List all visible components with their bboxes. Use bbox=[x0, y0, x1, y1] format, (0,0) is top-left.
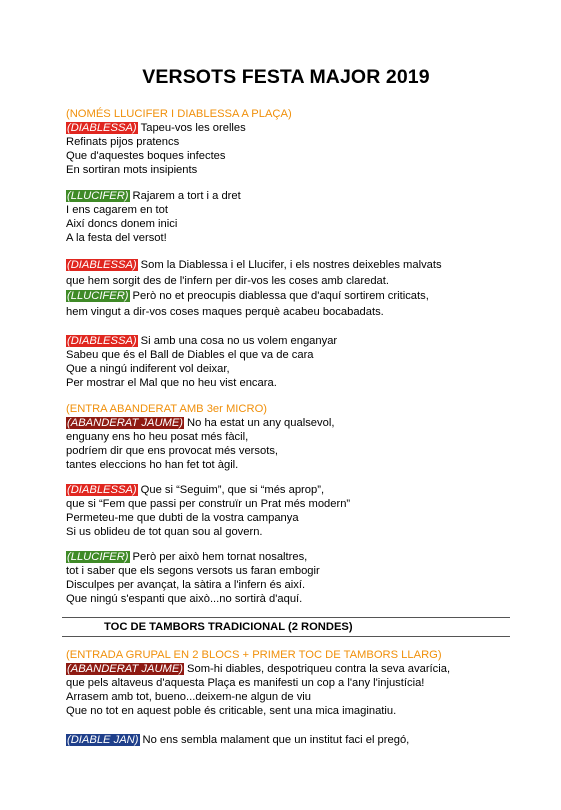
verse-line: que pels altaveus d'aquesta Plaça es manifesti un cop a l'any l'injustícia! bbox=[66, 677, 425, 690]
speaker-tag: (ABANDERAT JAUME) bbox=[67, 663, 184, 676]
verse-line: Som-hi diables, despotriqueu contra la seva avarícia, bbox=[187, 663, 451, 676]
verse-line: Disculpes per avançat, la sàtira a l'infern és així. bbox=[66, 579, 306, 592]
verse-line: Que no tot en aquest poble és criticable, sent una mica imaginatiu. bbox=[66, 705, 397, 718]
verse-line: I ens cagarem en tot bbox=[66, 204, 168, 217]
verse-line: En sortiran mots insipients bbox=[66, 164, 198, 177]
verse-block-4 bbox=[66, 334, 506, 390]
verse-block-1 bbox=[66, 107, 506, 177]
stage-direction: (NOMÉS LLUCIFER I DIABLESSA A PLAÇA) bbox=[66, 108, 292, 120]
section-heading: TOC DE TAMBORS TRADICIONAL (2 RONDES) bbox=[104, 621, 353, 633]
verse-block-8 bbox=[66, 648, 506, 718]
verse-line: tot i saber que els segons versots us faran embogir bbox=[66, 565, 320, 578]
verse-block-7 bbox=[66, 550, 506, 606]
verse-line: No ens sembla malament que un institut faci el pregó, bbox=[142, 734, 410, 746]
verse-line: tantes eleccions ho han fet tot àgil. bbox=[66, 459, 239, 472]
speaker-tag: (ABANDERAT JAUME) bbox=[67, 417, 184, 430]
section-divider bbox=[62, 636, 510, 637]
speaker-tag: (DIABLESSA) bbox=[67, 484, 137, 496]
speaker-tag: (DIABLESSA) bbox=[67, 259, 137, 271]
speaker-tag: (DIABLESSA) bbox=[67, 335, 137, 347]
verse-line: Que ningú s'espanti que això...no sortirà d'aquí. bbox=[66, 593, 303, 606]
stage-direction: (ENTRA ABANDERAT AMB 3er MICRO) bbox=[66, 403, 267, 415]
section-divider bbox=[62, 617, 510, 618]
verse-line: Rajarem a tort i a dret bbox=[132, 190, 241, 202]
verse-line: Sabeu que és el Ball de Diables el que va de cara bbox=[66, 349, 314, 362]
verse-line: Però per això hem tornat nosaltres, bbox=[132, 551, 308, 563]
verse-line: Arrasem amb tot, bueno...deixem-ne algun de viu bbox=[66, 691, 312, 704]
verse-block-9 bbox=[66, 733, 506, 747]
speaker-tag: (DIABLE JAN) bbox=[67, 734, 139, 746]
stage-direction: (ENTRADA GRUPAL EN 2 BLOCS + PRIMER TOC DE TAMBORS LLARG) bbox=[66, 649, 442, 661]
verse-line: Que a ningú indiferent vol deixar, bbox=[66, 363, 230, 376]
speaker-tag: (DIABLESSA) bbox=[67, 122, 137, 135]
verse-line: Refinats pijos pratencs bbox=[66, 136, 180, 149]
verse-line: que si “Fem que passi per construïr un Prat més modern” bbox=[66, 498, 351, 511]
verse-line: No ha estat un any qualsevol, bbox=[187, 417, 335, 430]
page-title: VERSOTS FESTA MAJOR 2019 bbox=[142, 66, 430, 88]
speaker-tag: (LLUCIFER) bbox=[67, 551, 129, 563]
verse-block-3 bbox=[66, 258, 506, 320]
speaker-tag: (LLUCIFER) bbox=[67, 290, 129, 302]
verse-line: podríem dir que ens provocat més versots, bbox=[66, 445, 279, 458]
verse-line: Però no et preocupis diablessa que d'aquí sortirem criticats, bbox=[132, 290, 429, 302]
verse-line: hem vingut a dir-vos coses maques perquè acabeu bocabadats. bbox=[66, 305, 384, 318]
verse-line: Així doncs donem inici bbox=[66, 218, 178, 231]
verse-block-2 bbox=[66, 189, 506, 245]
verse-line: Si amb una cosa no us volem enganyar bbox=[140, 335, 338, 347]
verse-block-5 bbox=[66, 402, 506, 472]
speaker-tag: (LLUCIFER) bbox=[67, 190, 129, 202]
verse-line: enguany ens ho heu posat més fàcil, bbox=[66, 431, 249, 444]
verse-line: que hem sorgit des de l'infern per dir-vos les coses amb claredat. bbox=[66, 274, 390, 287]
verse-line: Que d'aquestes boques infectes bbox=[66, 150, 226, 163]
verse-line: Si us oblideu de tot quan sou al govern. bbox=[66, 526, 263, 539]
verse-block-6 bbox=[66, 483, 506, 539]
verse-line: Permeteu-me que dubti de la vostra campanya bbox=[66, 512, 299, 525]
verse-line: Per mostrar el Mal que no heu vist encara. bbox=[66, 377, 277, 390]
verse-line: Som la Diablessa i el Llucifer, i els nostres deixebles malvats bbox=[140, 259, 442, 271]
verse-line: Que si “Seguim”, que si “més aprop”, bbox=[140, 484, 325, 496]
verse-line: Tapeu-vos les orelles bbox=[140, 122, 246, 135]
verse-line: A la festa del versot! bbox=[66, 232, 167, 245]
